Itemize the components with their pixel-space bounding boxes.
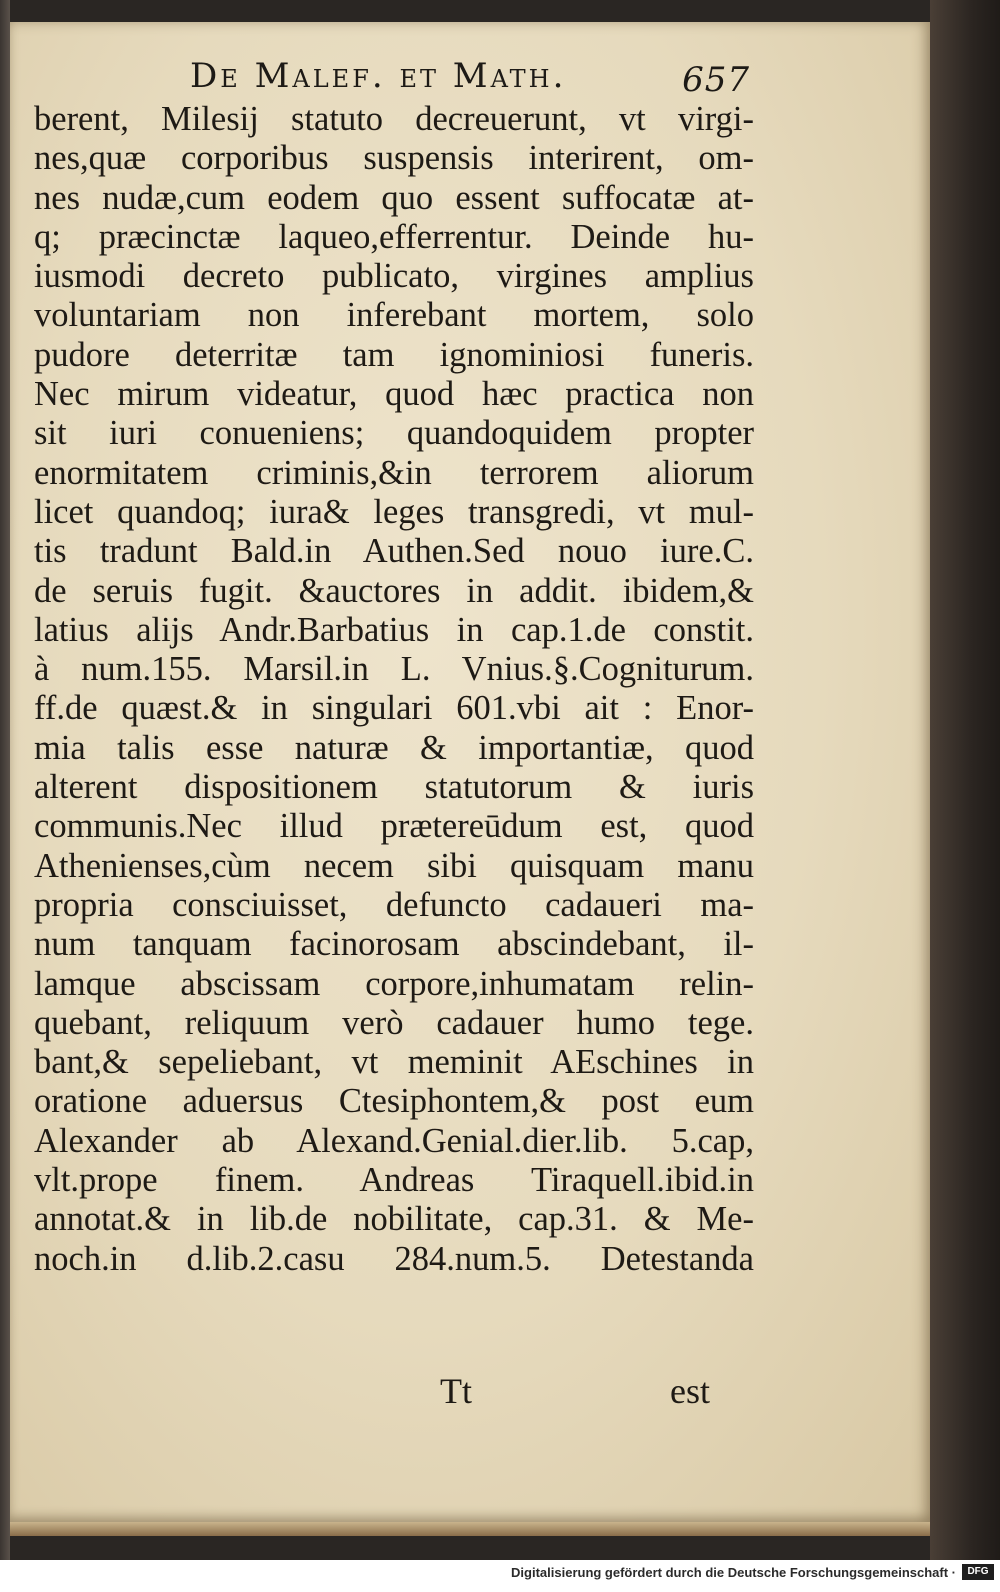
body-text — [34, 100, 754, 1279]
text-line: voluntariam non inferebant mortem, solo — [34, 296, 754, 335]
text-line: de seruis fugit. &auctores in addit. ibidem,& — [34, 571, 754, 610]
text-line: mia talis esse naturæ & importantiæ, quod — [34, 728, 754, 767]
text-line: num tanquam facinorosam abscindebant, il- — [34, 925, 754, 964]
text-line: propria consciuisset, defuncto cadaueri ma- — [34, 885, 754, 924]
text-line: nes nudæ,cum eodem quo essent suffocatæ at- — [34, 178, 754, 217]
funding-credit: Digitalisierung gefördert durch die Deutsche Forschungsgemeinschaft · — [511, 1565, 956, 1580]
running-head-title: De Malef. et Math. — [190, 56, 567, 96]
text-line: lamque abscissam corpore,inhumatam relin- — [34, 964, 754, 1003]
text-line: à num.155. Marsil.in L. Vnius.§.Cogniturum. — [34, 650, 754, 689]
text-line: Athenienses,cùm necem sibi quisquam manu — [34, 846, 754, 885]
binding-edge — [0, 0, 10, 1560]
text-line: oratione aduersus Ctesiphontem,& post eum — [34, 1082, 754, 1121]
text-line: berent, Milesij statuto decreuerunt, vt virgi- — [34, 100, 754, 138]
page-number: 657 — [682, 60, 750, 100]
book-cover-edge — [930, 0, 1000, 1560]
text-line: annotat.& in lib.de nobilitate, cap.31. & Me- — [34, 1200, 754, 1239]
text-line: iusmodi decreto publicato, virgines amplius — [34, 257, 754, 296]
text-line: Nec mirum videatur, quod hæc practica non — [34, 375, 754, 414]
text-line: alterent dispositionem statutorum & iuris — [34, 768, 754, 807]
text-line: q; præcinctæ laqueo,efferrentur. Deinde hu- — [34, 217, 754, 256]
text-line: tis tradunt Bald.in Authen.Sed nouo iure.C. — [34, 532, 754, 571]
text-line: noch.in d.lib.2.casu 284.num.5. Detestanda — [34, 1239, 754, 1278]
text-line: bant,& sepeliebant, vt meminit AEschines in — [34, 1043, 754, 1082]
text-line: communis.Nec illud prætereūdum est, quod — [34, 807, 754, 846]
page-edge — [10, 1522, 930, 1536]
text-line: vlt.prope finem. Andreas Tiraquell.ibid.in — [34, 1161, 754, 1200]
text-line: pudore deterritæ tam ignominiosi funeris. — [34, 335, 754, 374]
text-line: Alexander ab Alexand.Genial.dier.lib. 5.cap, — [34, 1121, 754, 1160]
text-line: quebant, reliquum verò cadauer humo tege. — [34, 1003, 754, 1042]
text-line: nes,quæ corporibus suspensis interirent, om- — [34, 139, 754, 178]
text-line: latius alijs Andr.Barbatius in cap.1.de constit. — [34, 610, 754, 649]
running-head — [190, 52, 750, 102]
catchword: est — [670, 1371, 710, 1411]
text-line: sit iuri conueniens; quandoquidem propter — [34, 414, 754, 453]
dfg-logo-icon: DFG — [962, 1564, 994, 1580]
text-line: ff.de quæst.& in singulari 601.vbi ait : Enor- — [34, 689, 754, 728]
text-line: enormitatem criminis,&in terrorem aliorum — [34, 453, 754, 492]
text-line: licet quandoq; iura& leges transgredi, vt mul- — [34, 492, 754, 531]
signature-mark: Tt — [440, 1371, 472, 1411]
